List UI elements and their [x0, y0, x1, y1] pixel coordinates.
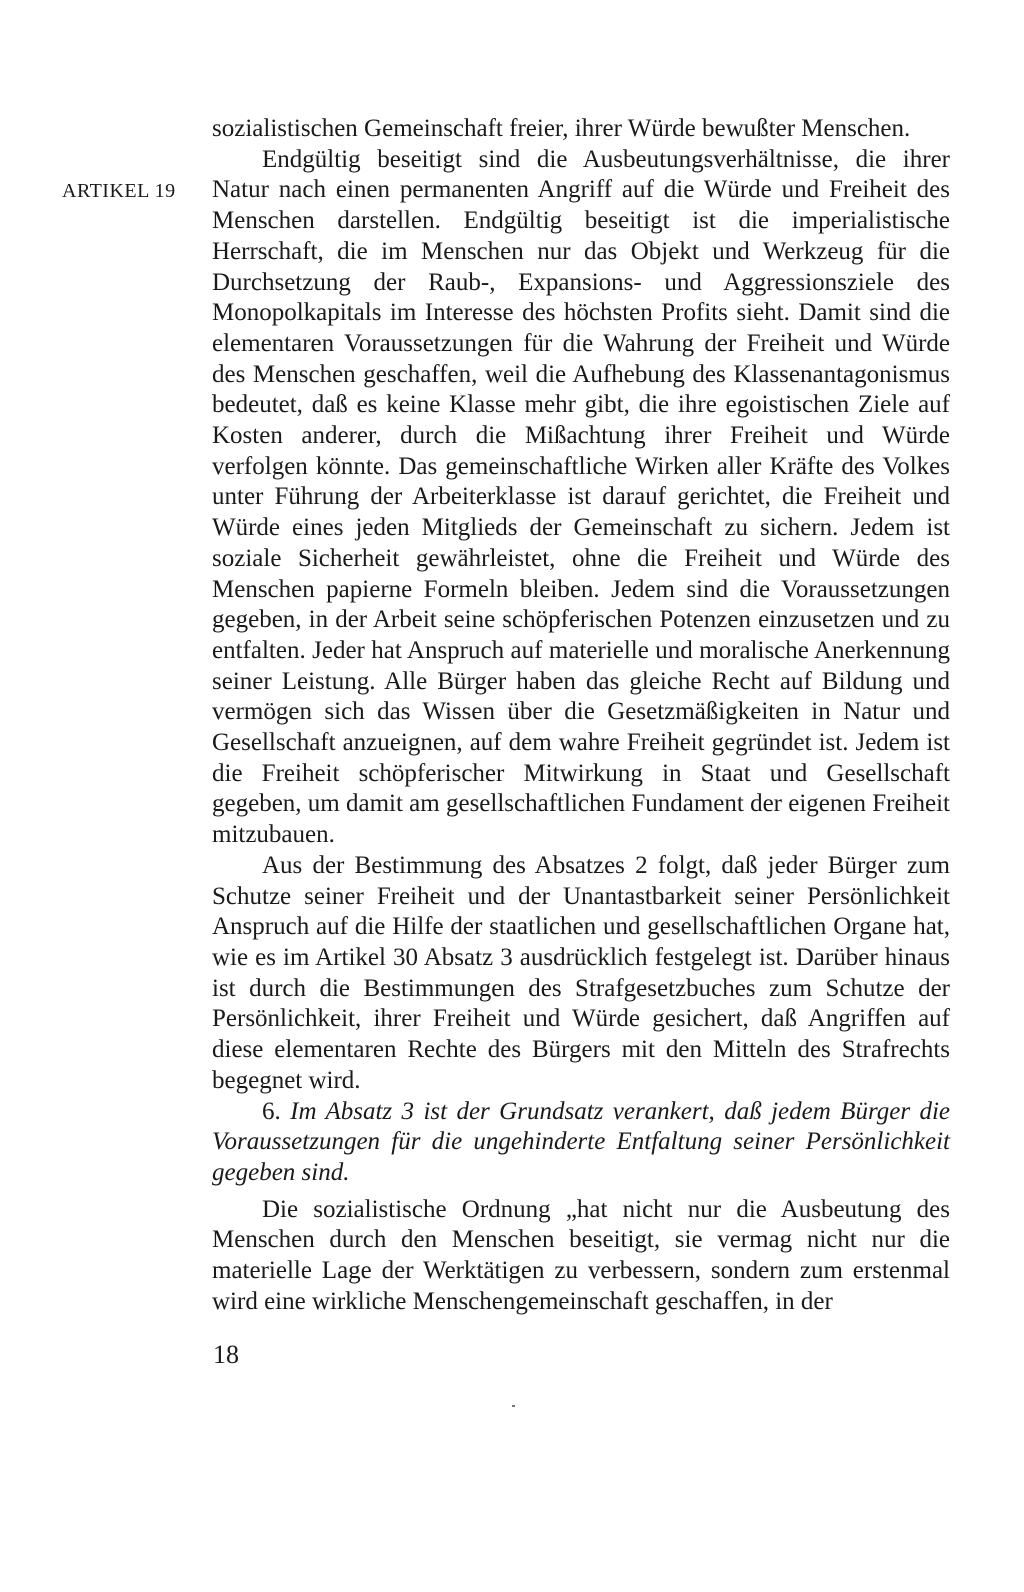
page-number: 18 — [213, 1340, 239, 1369]
section-heading — [212, 1097, 950, 1189]
paragraph-continuation: sozialistischen Gemeinschaft freier, ihrer Würde bewußter Menschen. — [212, 115, 911, 142]
paragraph-socialist-order: Die sozialistische Ordnung „hat nicht nur die Ausbeutung des Menschen durch den Menschen beseitigt, sie vermag nicht nur die materielle Lage der Werktätigen zu verbessern, sondern zum erstenmal wird eine wirkliche Menschengemeinschaft geschaffen, in der — [212, 1195, 950, 1315]
body-text — [212, 114, 950, 1317]
section-heading-text: Im Absatz 3 ist der Grundsatz verankert, daß jedem Bürger die Voraussetzungen für die ungehinderte Entfaltung seiner Persönlichkeit gegeben sind. — [212, 1097, 951, 1186]
article-margin-note: ARTIKEL 19 — [62, 180, 176, 202]
scan-speck — [512, 1405, 515, 1407]
section-number: 6. — [262, 1097, 281, 1125]
paragraph-protection: Aus der Bestimmung des Absatzes 2 folgt, daß jeder Bürger zum Schutze seiner Freiheit und der Unantastbarkeit seiner Persönlichkeit Anspruch auf die Hilfe der staatlichen und gesellschaftlichen Organe hat, wie es im Artikel 30 Absatz 3 ausdrücklich festgelegt ist. Darüber hinaus ist durch die Bestimmungen des Strafgesetzbuches zum Schutze der Persönlichkeit, ihrer Freiheit und Würde gesichert, daß Angriffen auf diese elementaren Rechte des Bürgers mit den Mitteln des Strafrechts begegnet wird. — [212, 851, 950, 1094]
paragraph-exploitation: Endgültig beseitigt sind die Ausbeutungsverhältnisse, die ihrer Natur nach einen permanenten Angriff auf die Würde und Freiheit des Menschen darstellen. Endgültig beseitigt ist die imperialistische Herrschaft, die im Menschen nur das Objekt und Werkzeug für die Durchsetzung der Raub-, Expansions- und Aggressionsziele des Monopolkapitals im Interesse des höchsten Profits sieht. Damit sind die elementaren Voraussetzungen für die Wahrung der Freiheit und Würde des Menschen geschaffen, weil die Aufhebung des Klassenantagonismus bedeutet, daß es keine Klasse mehr gibt, die ihre egoistischen Ziele auf Kosten anderer, durch die Mißachtung ihrer Freiheit und Würde verfolgen könnte. Das gemeinschaftliche Wirken aller Kräfte des Volkes unter Führung der Arbeiterklasse ist darauf gerichtet, die Freiheit und Würde eines jeden Mitglieds der Gemeinschaft zu sichern. Jedem ist soziale Sicherheit gewährleistet, ohne die Freiheit und Würde des Menschen papierne Formeln bleiben. Jedem sind die Voraussetzungen gegeben, in der Arbeit seine schöpferischen Potenzen einzusetzen und zu entfalten. Jeder hat Anspruch auf materielle und moralische Anerkennung seiner Leistung. Alle Bürger haben das gleiche Recht auf Bildung und vermögen sich das Wissen über die Gesetzmäßigkeiten in Natur und Gesellschaft anzueignen, auf dem wahre Freiheit gegründet ist. Jedem ist die Freiheit schöpferischer Mitwirkung in Staat und Gesellschaft gegeben, um damit am gesellschaftlichen Fundament der eigenen Freiheit mitzubauen. — [212, 145, 950, 849]
